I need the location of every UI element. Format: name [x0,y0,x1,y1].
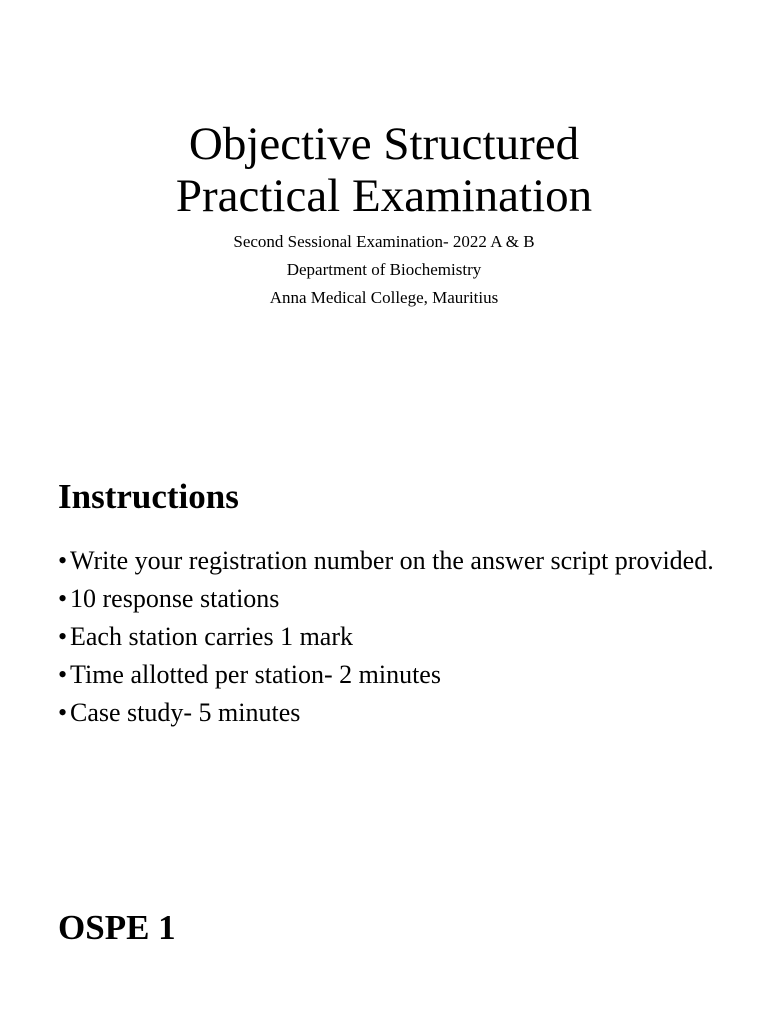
instruction-item [58,622,718,651]
instruction-text: Case study- 5 minutes [70,698,301,727]
instruction-text: Each station carries 1 mark [70,622,353,651]
instruction-item [58,660,718,689]
instruction-item [58,584,718,613]
instructions-heading: Instructions [58,477,239,516]
instruction-item [58,698,718,727]
instructions-list [58,546,718,736]
bullet-mark: • [58,584,68,613]
instruction-text: Time allotted per station- 2 minutes [70,660,441,689]
document-subtitle [0,228,768,312]
department-name: Department of Biochemistry [286,260,482,279]
instruction-text: 10 response stations [70,584,280,613]
bullet-mark: • [58,622,68,651]
instruction-item [58,546,718,575]
title-line-1: Objective Structured [188,118,580,170]
college-name: Anna Medical College, Mauritius [269,288,499,307]
section-heading: OSPE 1 [58,908,176,947]
title-line-2: Practical Examination [175,170,593,222]
bullet-mark: • [58,546,68,575]
bullet-mark: • [58,660,68,689]
bullet-mark: • [58,698,68,727]
instruction-text: Write your registration number on the answer script provided. [70,546,714,575]
document-title [0,118,768,222]
exam-name: Second Sessional Examination- 2022 A & B [233,232,535,251]
